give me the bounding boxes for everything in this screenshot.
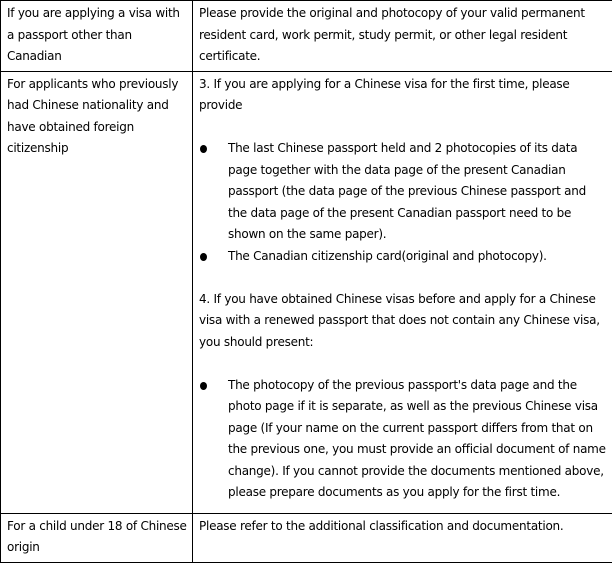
- spacer: [199, 267, 607, 289]
- list-item: [199, 375, 607, 504]
- table-row: [1, 513, 612, 562]
- section-3-list: [199, 138, 607, 267]
- list-item-text: The photocopy of the previous passport's data page and the photo page if it is separate, as well as the previous Chinese visa page (If your name on the current passport differs from that on the previous one, you must provide an official document of name change). If you cannot provide the documents mentioned above, please prepare documents as you apply for the first time.: [228, 378, 606, 500]
- category-text: If you are applying a visa with a passport other than Canadian: [7, 3, 187, 68]
- requirements-cell: [193, 513, 612, 562]
- requirements-text: Please refer to the additional classification and documentation.: [199, 516, 607, 538]
- category-cell: [1, 71, 193, 513]
- bullet-icon: [200, 382, 207, 390]
- section-4-heading: 4. If you have obtained Chinese visas before and apply for a Chinese visa with a renewed passport that does not contain any Chinese visa, you should present:: [199, 289, 607, 354]
- list-item-text: The last Chinese passport held and 2 photocopies of its data page together with the data page of the present Canadian passport (the data page of the previous Chinese passport and the data page of the present Canadian passport need to be shown on the same paper).: [228, 141, 586, 241]
- requirements-text: Please provide the original and photocopy of your valid permanent resident card, work permit, study permit, or other legal resident certificate.: [199, 3, 607, 68]
- category-cell: [1, 513, 193, 562]
- list-item: [199, 138, 607, 246]
- category-text: For a child under 18 of Chinese origin: [7, 516, 187, 559]
- section-4-list: [199, 375, 607, 504]
- category-text: For applicants who previously had Chinese nationality and have obtained foreign citizenship: [7, 74, 187, 160]
- requirements-cell: [193, 1, 612, 72]
- table-row: [1, 71, 612, 513]
- requirements-cell: [193, 71, 612, 513]
- list-item-text: The Canadian citizenship card(original and photocopy).: [228, 249, 547, 263]
- category-cell: [1, 1, 193, 72]
- table-row: [1, 1, 612, 72]
- bullet-icon: [200, 145, 207, 153]
- section-3-heading: 3. If you are applying for a Chinese visa for the first time, please provide: [199, 74, 607, 117]
- bullet-icon: [200, 253, 207, 261]
- spacer: [199, 353, 607, 375]
- list-item: [199, 246, 607, 268]
- spacer: [199, 117, 607, 139]
